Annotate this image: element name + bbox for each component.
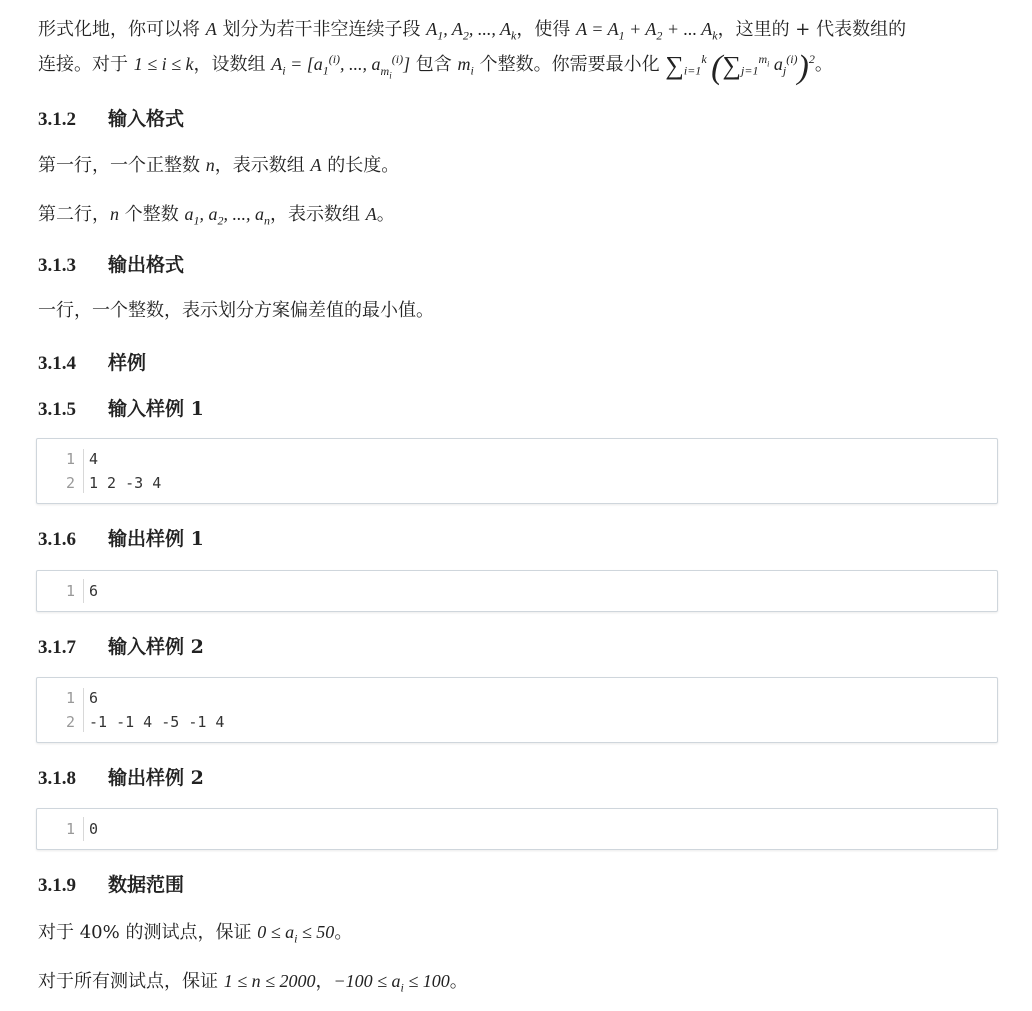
intro-text: 连接。对于: [38, 54, 134, 75]
math-mi: $m_i$: [457, 54, 474, 78]
range-line-2: 对于所有测试点，保证 1 ≤ n ≤ 2000，$-100 \le a_i \le 100$。: [38, 971, 468, 995]
section-number: 3.1.7: [38, 637, 76, 658]
code-line: 1 4: [65, 450, 99, 468]
math-partition: $A_1$, $A_2$, ..., $A_k$: [426, 19, 517, 43]
math-array-def: $A_i = [a_1^{(i)}$, ..., $a_{m_i}^{(i)}$]: [271, 52, 411, 80]
intro-text: 。: [814, 54, 833, 75]
math-equation: $A = A_1 + A_2$ + ... $A_k$: [576, 19, 718, 43]
intro-text: 划分为若干非空连续子段: [216, 19, 427, 40]
math-objective: $\sum_{i=1}^k$ ($\sum_{j=1}^{m_i}$ $a_j^{(i)})^2$: [665, 49, 815, 86]
section-title: 输入样例 1: [108, 398, 204, 420]
intro-line-1: [38, 12, 998, 47]
code-line: 1 6: [65, 689, 99, 707]
code-block-sample-input-1[interactable]: [36, 438, 998, 504]
section-title: 输出格式: [108, 254, 185, 276]
heading-sample-output-2: [38, 763, 998, 790]
section-number: 3.1.6: [38, 529, 76, 550]
intro-text: ，这里的 + 代表数组的: [717, 19, 907, 40]
math-A: A: [205, 19, 217, 39]
input-format-line-1: 第一行，一个正整数 n，表示数组 A 的长度。: [38, 155, 400, 176]
heading-samples: [38, 348, 998, 375]
input-format-line-2: 第二行，n 个整数 $a_1$, $a_2$, ..., $a_n$，表示数组 A。: [38, 204, 395, 228]
section-number: 3.1.8: [38, 768, 76, 789]
section-title: 输出样例 2: [108, 767, 204, 789]
code-block-sample-output-2[interactable]: [36, 808, 998, 850]
section-number: 3.1.4: [38, 353, 76, 374]
intro-text: 形式化地，你可以将: [38, 19, 206, 40]
section-number: 3.1.3: [38, 255, 76, 276]
heading-output-format: [38, 250, 998, 277]
code-line: 1 0: [65, 820, 99, 838]
math-condition: 1 ≤ i ≤ k: [133, 54, 194, 74]
heading-sample-input-2: [38, 632, 998, 659]
heading-data-range: [38, 870, 998, 897]
intro-text: ，使得: [516, 19, 577, 40]
section-number: 3.1.2: [38, 109, 76, 130]
section-title: 输入格式: [108, 108, 185, 130]
code-block-sample-output-1[interactable]: [36, 570, 998, 612]
output-format-text: 一行，一个整数，表示划分方案偏差值的最小值。: [38, 300, 434, 321]
section-title: 输入样例 2: [108, 636, 204, 658]
section-title: 数据范围: [108, 874, 185, 896]
intro-line-2: [38, 47, 998, 85]
code-line: 2 -1 -1 4 -5 -1 4: [65, 713, 225, 731]
section-title: 输出样例 1: [108, 528, 204, 550]
section-number: 3.1.5: [38, 399, 76, 420]
section-number: 3.1.9: [38, 875, 76, 896]
heading-input-format: [38, 104, 998, 131]
code-line: 1 6: [65, 582, 99, 600]
intro-paragraph: [38, 12, 998, 85]
section-title: 样例: [108, 352, 147, 374]
intro-text: 个整数。你需要最小化: [473, 54, 666, 75]
intro-text: ，设数组: [193, 54, 272, 75]
code-block-sample-input-2[interactable]: [36, 677, 998, 743]
code-line: 2 1 2 -3 4: [65, 474, 162, 492]
intro-text: 包含: [410, 54, 458, 75]
range-line-1: 对于 40% 的测试点，保证 $0 \le a_i \le 50$。: [38, 922, 353, 946]
heading-sample-input-1: [38, 394, 998, 421]
heading-sample-output-1: [38, 524, 998, 551]
math-sequence: $a_1$, $a_2$, ..., $a_n$: [184, 204, 270, 228]
